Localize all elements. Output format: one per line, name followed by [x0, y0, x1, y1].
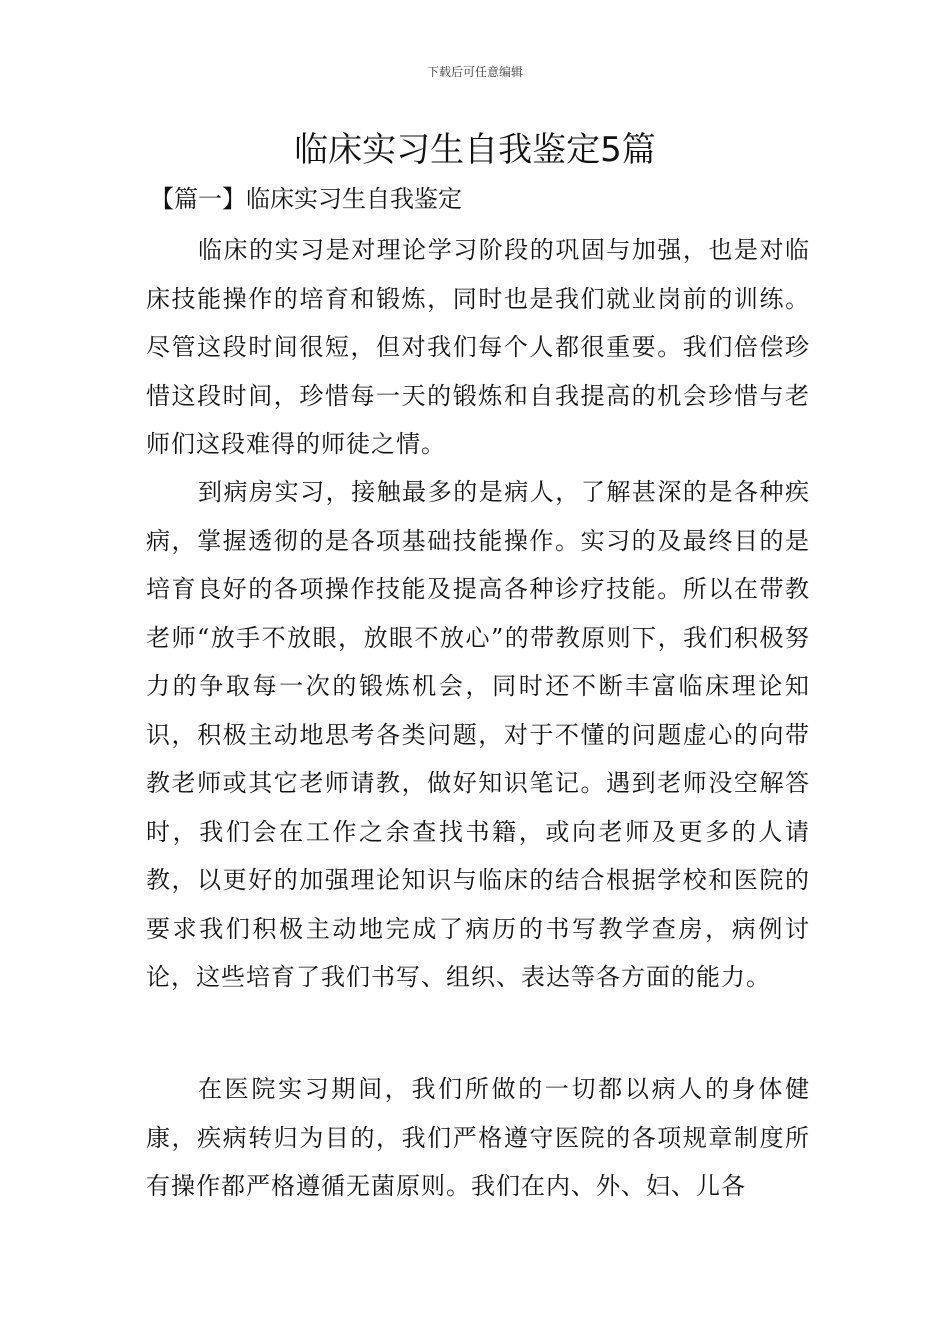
header-note: 下载后可任意编辑 — [426, 65, 523, 79]
paragraph-1: 临床的实习是对理论学习阶段的巩固与加强，也是对临床技能操作的培育和锻炼，同时也是我们就业岗前的训练。尽管这段时间很短，但对我们每个人都很重要。我们倍偿珍惜这段时间，珍惜每一天的锻炼和自我提高的机会珍惜与老师们这段难得的师徒之情。 — [146, 236, 810, 458]
section-heading: 【篇一】临床实习生自我鉴定 — [150, 185, 462, 213]
document-title: 临床实习生自我鉴定5篇 — [294, 130, 656, 170]
paragraph-3: 在医院实习期间，我们所做的一切都以病人的身体健康，疾病转归为目的，我们严格遵守医院的各项规章制度所有操作都严格遵循无菌原则。我们在内、外、妇、儿各 — [146, 1075, 810, 1200]
paragraph-2: 到病房实习，接触最多的是病人，了解甚深的是各种疾病，掌握透彻的是各项基础技能操作。实习的及最终目的是培育良好的各项操作技能及提高各种诊疗技能。所以在带教老师“放手不放眼，放眼不放心”的带教原则下，我们积极努力的争取每一次的锻炼机会，同时还不断丰富临床理论知识，积极主动地思考各类问题，对于不懂的问题虚心的向带教老师或其它老师请教，做好知识笔记。遇到老师没空解答时，我们会在工作之余查找书籍，或向老师及更多的人请教，以更好的加强理论知识与临床的结合根据学校和医院的要求我们积极主动地完成了病历的书写教学查房，病例讨论，这些培育了我们书写、组织、表达等各方面的能力。 — [146, 478, 810, 991]
